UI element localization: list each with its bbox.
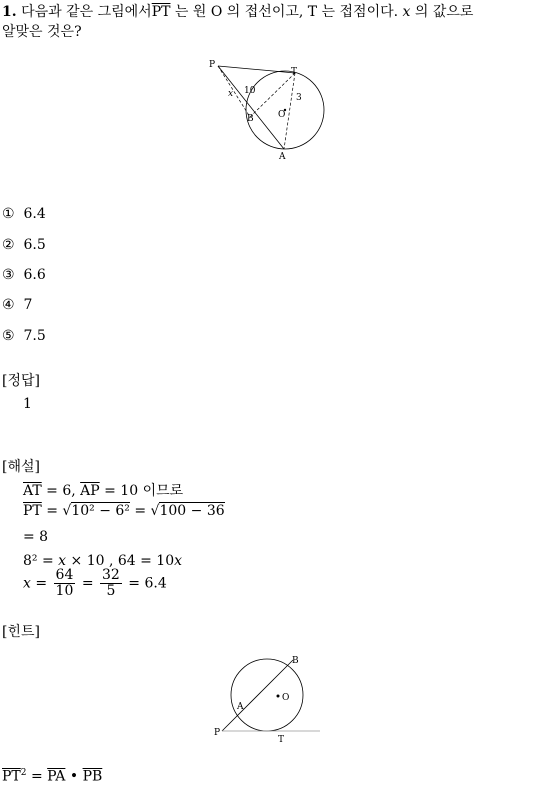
sol1-eq2: = 10	[99, 483, 143, 499]
option-5-marker: ⑤	[2, 328, 15, 344]
question-line-1	[2, 2, 473, 22]
answer-heading: [정답]	[2, 373, 40, 389]
sol5-eq1: =	[30, 575, 52, 592]
option-4-marker: ④	[2, 297, 15, 313]
sol4-b: × 10 , 64 = 10	[66, 553, 175, 569]
question-text-c: 의 값으로	[414, 4, 474, 20]
frac2-num: 32	[102, 567, 120, 583]
option-4[interactable]	[2, 297, 32, 313]
option-1-marker: ①	[2, 206, 15, 222]
option-3-value: 6.6	[23, 267, 46, 283]
sol4-a: 8² =	[23, 553, 59, 569]
hint-sup: 2	[20, 768, 27, 778]
option-1-value: 6.4	[23, 206, 46, 222]
radicand-1: 10² − 6²	[71, 503, 130, 519]
option-5-value: 7.5	[23, 328, 46, 344]
option-3-marker: ③	[2, 267, 15, 283]
label-x: x	[228, 89, 234, 99]
label-b: B	[247, 114, 254, 124]
label-p: P	[209, 60, 216, 70]
seg-pt-2: $\overline{PT}$	[23, 503, 42, 519]
solution-line-1	[23, 480, 183, 500]
option-5[interactable]	[2, 328, 46, 344]
hint-center-dot	[277, 695, 280, 698]
hint-seg-pa: $\overline{PA}$	[47, 768, 66, 785]
label-a: A	[279, 152, 286, 162]
sol4-x: x	[58, 553, 67, 569]
frac1-num: 64	[55, 567, 74, 583]
solution-line-3: = 8	[23, 529, 49, 545]
option-1[interactable]	[2, 206, 46, 222]
radicand-2: 100 − 36	[159, 503, 225, 519]
sol1-suffix: 이므로	[142, 483, 184, 499]
label-10: 10	[244, 86, 256, 96]
hint-dot: •	[65, 768, 83, 785]
fraction-64-10	[54, 568, 76, 599]
solution-heading: [해설]	[2, 459, 40, 475]
question-text-b: 는 원 O 의 접선이고, T 는 접점이다.	[174, 4, 399, 20]
option-4-value: 7	[23, 297, 33, 313]
answer-value: 1	[23, 396, 32, 412]
hint-formula	[2, 768, 102, 785]
sol4-x2: x	[174, 553, 183, 569]
hint-heading: [힌트]	[2, 624, 40, 640]
sol5-x: x	[23, 575, 31, 592]
sol2-eq2: =	[129, 503, 151, 519]
hint-label-a: A	[237, 702, 244, 712]
secant-pa	[218, 66, 284, 149]
frac2-den: 5	[106, 583, 116, 599]
tangent-pt	[218, 66, 295, 73]
segment-pt: $\overline{PT}$	[151, 4, 171, 20]
hint-label-o: O	[282, 693, 290, 703]
hint-eq: =	[26, 768, 48, 785]
seg-ap: $\overline{AP}$	[80, 483, 100, 499]
sol5-eq2: =	[77, 575, 99, 592]
sol2-eq: =	[41, 503, 63, 519]
label-3: 3	[296, 93, 302, 103]
sol5-end: = 6.4	[123, 575, 167, 592]
option-2[interactable]	[2, 237, 46, 253]
variable-x: x	[402, 4, 411, 20]
question-number: 1.	[2, 4, 17, 20]
label-t: T	[291, 67, 298, 77]
label-o: O	[278, 110, 286, 120]
solution-line-5	[23, 568, 167, 599]
fraction-32-5	[100, 568, 122, 599]
sol1-eq1: = 6,	[41, 483, 81, 499]
hint-label-t: T	[278, 735, 285, 745]
solution-line-2: $\overline{PT} = √10^2 - 6^2 = √100 - 36$	[23, 503, 225, 519]
hint-figure	[210, 650, 330, 750]
hint-label-p: P	[214, 728, 221, 738]
segment-tb-dashed	[250, 73, 295, 117]
option-3[interactable]	[2, 267, 46, 283]
tangent-secant-figure	[200, 55, 340, 165]
hint-seg-pb: $\overline{PB}$	[82, 768, 103, 785]
seg-at: $\overline{AT}$	[23, 483, 42, 499]
hint-seg-pt: $\overline{PT}$	[2, 768, 21, 785]
question-text-a: 다음과 같은 그림에서	[21, 4, 152, 20]
hint-label-b: B	[292, 656, 299, 666]
frac1-den: 10	[55, 583, 74, 599]
option-2-marker: ②	[2, 237, 15, 253]
question-line-2: 알맞은 것은?	[2, 24, 82, 40]
hint-circle	[231, 659, 303, 731]
option-2-value: 6.5	[23, 237, 46, 253]
